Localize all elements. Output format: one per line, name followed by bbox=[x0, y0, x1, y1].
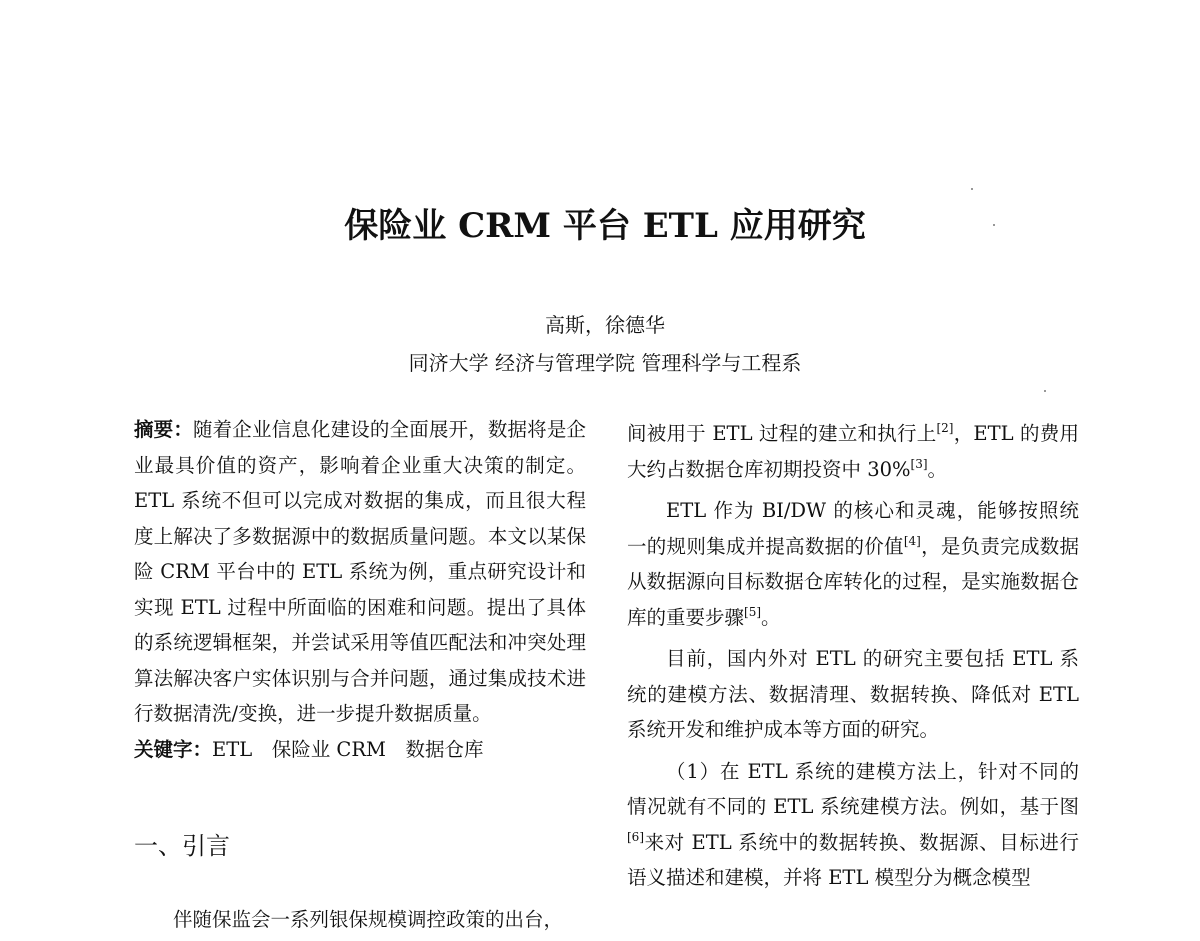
paragraph-1 bbox=[627, 416, 1079, 487]
citation-5: [5] bbox=[744, 604, 762, 619]
citation-6: [6] bbox=[627, 829, 644, 844]
keywords-text: ETL 保险业 CRM 数据仓库 bbox=[212, 737, 484, 761]
keywords-label: 关键字： bbox=[134, 737, 213, 761]
paragraph-2-text-c: 。 bbox=[761, 605, 781, 629]
paragraph-2-text-a: ETL 作为 BI/DW 的核心和灵魂，能够按照统一的规则集成并提高数据的价值 bbox=[627, 499, 1079, 558]
paragraph-4 bbox=[627, 754, 1079, 896]
intro-paragraph: 伴随保监会一系列银保规模调控政策的出台， bbox=[173, 908, 564, 931]
paragraph-4-text-b: 来对 ETL 系统中的数据转换、数据源、目标进行语义描述和建模，并将 ETL 模型分为概念模型 bbox=[627, 830, 1079, 889]
right-column bbox=[627, 416, 1079, 896]
scan-speck bbox=[1044, 390, 1046, 392]
authors: 高斯，徐德华 bbox=[545, 313, 665, 337]
keywords bbox=[134, 732, 586, 768]
paragraph-1-text-c: 。 bbox=[927, 457, 948, 481]
scan-speck bbox=[971, 188, 973, 190]
abstract bbox=[134, 412, 586, 732]
paragraph-1-text-a: 间被用于 ETL 过程的建立和执行上 bbox=[627, 422, 937, 445]
section-heading: 一、引言 bbox=[134, 832, 230, 860]
left-column bbox=[134, 412, 586, 767]
affiliation: 同济大学 经济与管理学院 管理科学与工程系 bbox=[408, 351, 802, 375]
scan-speck bbox=[993, 224, 995, 226]
citation-3: [3] bbox=[910, 456, 928, 471]
paragraph-4-text-a: （1）在 ETL 系统的建模方法上，针对不同的情况就有不同的 ETL 系统建模方法。例如，基于图 bbox=[627, 759, 1079, 818]
citation-2: [2] bbox=[936, 421, 954, 435]
paragraph-3: 目前，国内外对 ETL 的研究主要包括 ETL 系统的建模方法、数据清理、数据转换、降低对 ETL 系统开发和维护成本等方面的研究。 bbox=[627, 647, 1079, 741]
abstract-label: 摘要： bbox=[134, 418, 193, 441]
paragraph-1-text-b: ，ETL 的费用大约占数据仓库初期投资中 30% bbox=[627, 422, 1080, 481]
paragraph-2-text-b: ，是负责完成数据从数据源向目标数据仓库转化的过程，是实施数据仓库的重要步骤 bbox=[627, 534, 1079, 629]
abstract-text: 随着企业信息化建设的全面展开，数据将是企业最具价值的资产，影响着企业重大决策的制定。ETL 系统不但可以完成对数据的集成，而且很大程度上解决了多数据源中的数据质量问题。本文以某保险 CRM 平台中的 ETL 系统为例，重点研究设计和实现 ETL 过程中所面临的困难和问题。提出了具体的系统逻辑框架，并尝试采用等值匹配法和冲突处理算法解决客户实体识别与合并问题，通过集成技术进行数据清洗/变换，进一步提升数据质量。 bbox=[134, 418, 586, 725]
paper-title: 保险业 CRM 平台 ETL 应用研究 bbox=[344, 206, 866, 246]
paragraph-2 bbox=[627, 493, 1079, 635]
citation-4: [4] bbox=[903, 533, 921, 548]
